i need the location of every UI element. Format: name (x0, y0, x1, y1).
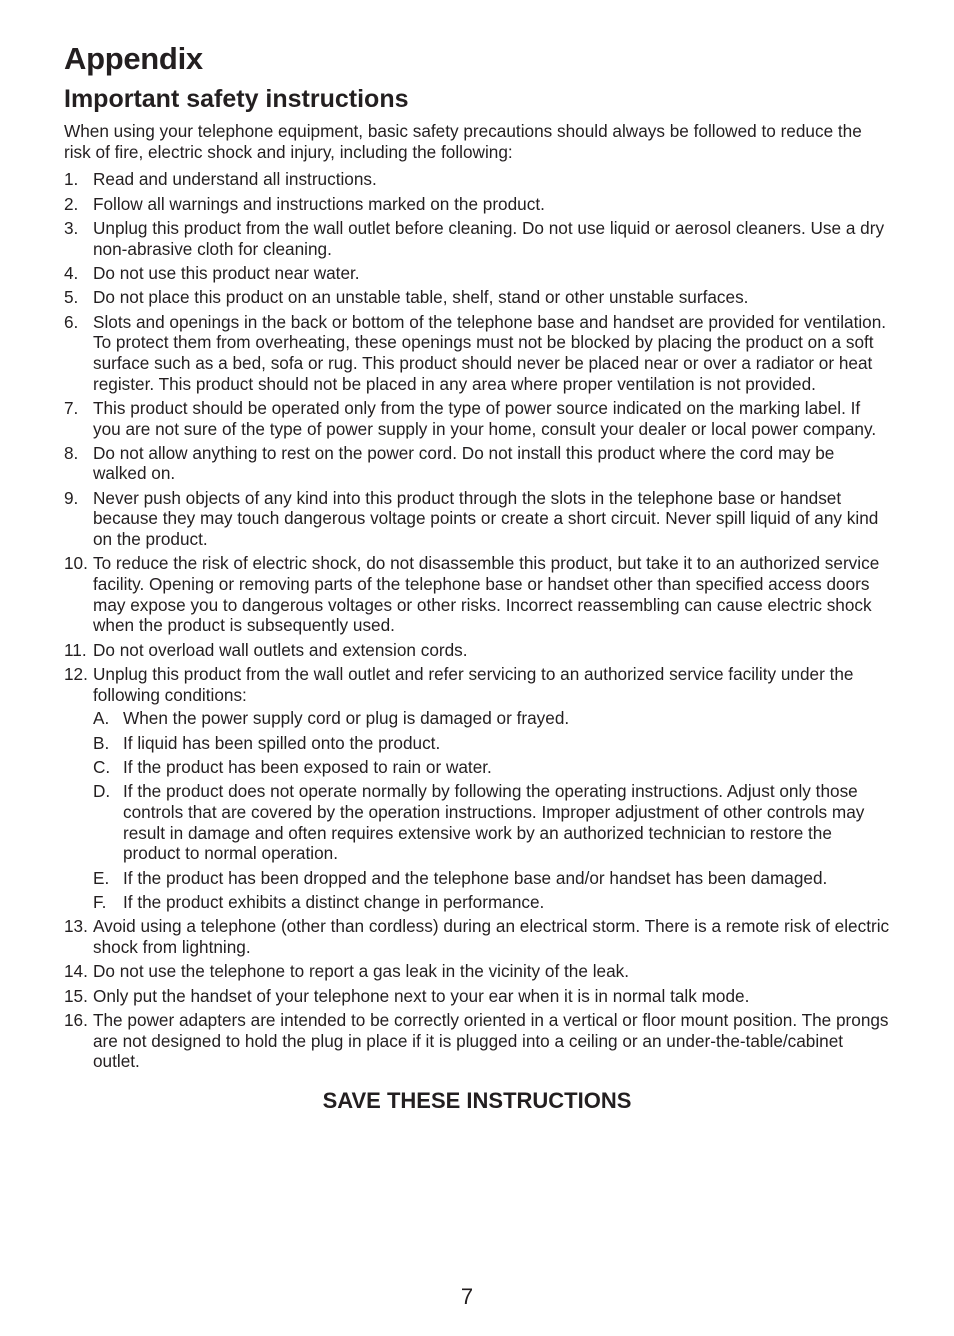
item-number: 16. (64, 1010, 88, 1031)
sub-item-text: If the product has been exposed to rain or water. (123, 756, 492, 777)
item-number: 15. (64, 985, 88, 1006)
item-number: 13. (64, 916, 88, 937)
page-heading: Appendix (64, 41, 203, 76)
sub-item-letter: C. (93, 756, 111, 777)
list-item (64, 553, 890, 635)
servicing-conditions-list (93, 708, 890, 912)
sub-list-item (93, 892, 890, 913)
list-item (64, 443, 890, 484)
item-number: 11. (64, 639, 87, 660)
list-item (64, 218, 890, 259)
item-number: 1. (64, 169, 79, 190)
item-number: 5. (64, 287, 79, 308)
page-number: 7 (460, 1284, 474, 1309)
sub-list-item (93, 733, 890, 754)
list-item (64, 398, 890, 439)
item-text: The power adapters are intended to be correctly oriented in a vertical or floor mount position. The prongs are not designed to hold the plug in place if it is plugged into a ceiling or an under-the-table/cabinet outlet. (93, 1010, 889, 1072)
item-text: Unplug this product from the wall outlet and refer servicing to an authorized service facility under the following conditions: (93, 664, 854, 705)
sub-list-item (93, 708, 890, 729)
list-item (64, 263, 890, 284)
sub-item-text: If the product does not operate normally by following the operating instructions. Adjust only those controls that are covered by the operation instructions. Improper adjustment of other controls may result in damage and often requires extensive work by an authorized technician to restore the product to normal operation. (123, 781, 865, 864)
list-item (64, 169, 890, 190)
sub-list-item (93, 757, 890, 778)
document-page (64, 40, 890, 1114)
sub-item-letter: B. (93, 732, 110, 753)
list-item (64, 916, 890, 957)
sub-item-text: If the product has been dropped and the telephone base and/or handset has been damaged. (123, 867, 828, 888)
list-item (64, 194, 890, 215)
item-number: 8. (64, 442, 79, 463)
sub-list-item (93, 781, 890, 863)
item-text: Unplug this product from the wall outlet before cleaning. Do not use liquid or aerosol cleaners. Use a dry non-abrasive cloth for cleaning. (93, 217, 885, 259)
list-item (64, 986, 890, 1007)
list-item (64, 287, 890, 308)
safety-instructions-list (64, 169, 890, 1072)
list-item (64, 664, 890, 913)
item-text: Follow all warnings and instructions marked on the product. (93, 193, 545, 214)
item-number: 4. (64, 262, 79, 283)
list-item (64, 640, 890, 661)
list-item (64, 488, 890, 550)
item-number: 2. (64, 193, 79, 214)
list-item (64, 1010, 890, 1072)
sub-list-item (93, 868, 890, 889)
sub-item-text: If liquid has been spilled onto the product. (123, 732, 441, 753)
item-text: Do not allow anything to rest on the power cord. Do not install this product where the cord may be walked on. (93, 442, 835, 484)
item-text: Never push objects of any kind into this product through the slots in the telephone base or handset because they may touch dangerous voltage points or create a short circuit. Never spill liquid of any kind on the product. (93, 487, 879, 550)
list-item (64, 312, 890, 394)
list-item (64, 961, 890, 982)
save-instructions-heading: SAVE THESE INSTRUCTIONS (322, 1087, 632, 1113)
intro-paragraph: When using your telephone equipment, basic safety precautions should always be followed to reduce the risk of fire, electric shock and injury, including the following: (64, 121, 862, 162)
item-text: To reduce the risk of electric shock, do not disassemble this product, but take it to an authorized service facility. Opening or removing parts of the telephone base or handset other than specified access doors may expose you to dangerous voltages or other risks. Incorrect reassembling can cause electric shock when the product is subsequently used. (93, 553, 880, 636)
sub-item-letter: F. (93, 891, 107, 912)
sub-item-letter: A. (93, 708, 110, 729)
item-number: 3. (64, 217, 79, 238)
item-text: Slots and openings in the back or bottom of the telephone base and handset are provided for ventilation. To protect them from overheating, these openings must not be blocked by placing the product on a soft surface such as a bed, sofa or rug. This product should never be placed near or over a radiator or heat register. This product should not be placed in any area where proper ventilation is not provided. (93, 311, 887, 394)
sub-item-text: When the power supply cord or plug is damaged or frayed. (123, 708, 570, 729)
item-number: 7. (64, 397, 79, 418)
item-text: Do not use the telephone to report a gas leak in the vicinity of the leak. (93, 961, 630, 982)
item-text: This product should be operated only from the type of power source indicated on the marking label. If you are not sure of the type of power supply in your home, consult your dealer or local power company. (93, 397, 877, 439)
section-heading: Important safety instructions (64, 85, 409, 113)
item-text: Do not overload wall outlets and extension cords. (93, 639, 468, 660)
item-number: 10. (64, 553, 88, 574)
sub-item-letter: D. (93, 781, 111, 802)
item-number: 9. (64, 487, 79, 508)
item-text: Only put the handset of your telephone next to your ear when it is in normal talk mode. (93, 985, 750, 1006)
item-number: 6. (64, 311, 79, 332)
item-number: 14. (64, 961, 88, 982)
item-text: Read and understand all instructions. (93, 169, 377, 190)
item-text: Do not place this product on an unstable table, shelf, stand or other unstable surfaces. (93, 287, 749, 308)
item-number: 12. (64, 664, 88, 685)
item-text: Avoid using a telephone (other than cordless) during an electrical storm. There is a remote risk of electric shock from lightning. (93, 916, 890, 957)
sub-item-letter: E. (93, 867, 110, 888)
sub-item-text: If the product exhibits a distinct change in performance. (123, 891, 545, 912)
item-text: Do not use this product near water. (93, 262, 360, 283)
